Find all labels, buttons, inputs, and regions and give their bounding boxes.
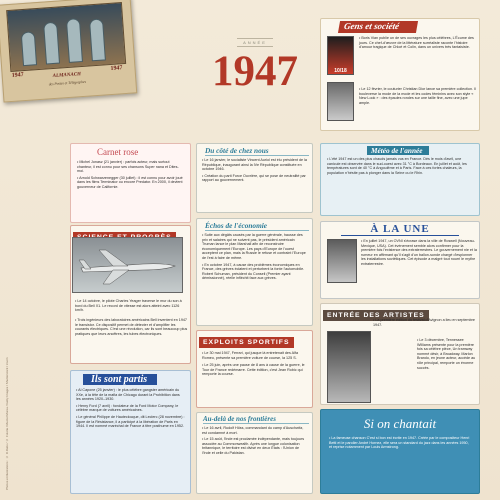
church-window-image (6, 2, 126, 72)
exploits-item-1: • Le 30 mai 1947, Ferrari, qui jusque là entretenait des Alfa Romeo, présente sa première voiture de course, la 125 S. (202, 351, 298, 360)
calendar-subtitle: des Postes et Télégraphes (48, 79, 87, 87)
chantait-section (320, 409, 480, 494)
exploits-item-2: • Le 25 juin, après une pause de 8 ans à cause de la guerre, le Tour de France redémarre. Cette édition, c'est Jean Robic qui remporte la course. (202, 363, 305, 377)
calendar-title: ALMANACH (52, 72, 82, 80)
gens-item-1: • Boris Vian publie un de ses ouvrages les plus célèbres, L'Écume des jours. Ce chef-d'œuvre de la littérature surréaliste raconte l'histoire d'amour tragique de Chloé et Colin, dans un univers très fantaisiste. (359, 36, 474, 50)
cote-item-2: • Création du parti Force Ouvrière, qui se pose de neutralité par rapport au gouvernement. (202, 173, 306, 183)
carnet-section (70, 143, 191, 223)
partis-item-3: • Le général Philippe de Hauteclocque, dit Leclerc (28 novembre) : figure de la Résistance, il a participé à la libération de Paris en 1944. Il est nommé maréchal de France à titre posthume en 1952. (76, 414, 185, 429)
almanac-calendar-image (0, 0, 137, 103)
carnet-item-2: • Arnold Schwarzenegger (30 juillet) : il est connu pour avoir joué dans les films Terminator ou encore Predator. En 2000, il devient gouverneur de Californie. (77, 175, 183, 189)
meteo-title: Météo de l'année (367, 146, 429, 155)
une-section (320, 221, 480, 299)
chantait-title: Si on chantait (363, 416, 437, 431)
echos-item-1: • Suite aux dégâts causés par la guerre générale, hausse des prix et salaires qui ne suivent pas, le président américain Truman lance le plan Marshall afin de reconstruire économiquement l'Europe. Les pays d'Europe de l'ouest acceptent ce plan, mais la Russie le refuse et contraint l'Europe de l'est à faire de même. (202, 233, 306, 260)
calendar-year-left: 1947 (11, 72, 24, 79)
carnet-item-1: • Michel Jonasz (21 janvier) : parfois acteur, mais surtout chanteur, il est connu pour ses chansons Super nana et Dites-moi. (77, 160, 179, 174)
frontieres-section (196, 412, 313, 494)
partis-item-1: • Al Capone (25 janvier) : le plus célèbre gangster américain du XXe, à la tête de la mafia de Chicago durant la Prohibition dans les années 1920–1930. (76, 388, 180, 402)
gens-section (320, 18, 480, 131)
book-cover-image (327, 36, 354, 75)
sciences-item-1: • Le 14 octobre, le pilote Charles Yeager traverse le mur du son à bord du Bell X1. Le record de vitesse est alors atteint avec 1126 km/h. (75, 299, 182, 313)
sciences-item-2: • Trois ingénieurs des laboratoires américains Bell inventent en 1947 le transistor. Ce dispositif permet de détecter et d'amplifier les courants électriques. C'est une révolution, car ils sont beaucoup plus pratiques que leurs ancêtres, les tubes électroniques. (75, 318, 188, 336)
echos-item-2: • En octobre 1947, à cause des problèmes économiques en France, des grèves éclatent et perturbent la fonte l'automobile. Robert Schuman, président du Conseil (Premier ayant démissionné), réelle infléchit face aux grèves. (202, 262, 305, 281)
photo-credits: Photos et illustrations : © D.Dalio / © Fotolia / Marcel Morea / Getty Images / Shutterstock / Zoom (5, 357, 9, 490)
echos-title: Échos de l'économie (205, 221, 309, 231)
cote-item-1: • Le 16 janvier, le socialiste Vincent Auriol est élu président de la République, inaugurant ainsi la IVe République constituée en octobre 1946. (202, 158, 307, 172)
une-text: • En juillet 1947, un OVNI s'écrase dans la ville de Roswell (Nouveau-Mexique, USA). Cet événement semble alors confirmer pour la première fois l'existence des extraterrestres. Le gouvernement nie et la rumeur en affirmant qu'il s'agit d'un ballon-sonde chargé d'espionner les installations soviétiques. Cet épisode a malgré tout nourri le mythe extraterrestre. (361, 239, 477, 266)
meteo-text: • L'été 1947 est un des plus chauds jamais vus en France. Dès le mois d'avril, une canicule est observée dans le sud-ouest avec 31 °C à Bordeaux. En juillet et août, les températures sont de 40 °C à Angoulême et à Paris. Face à ces fortes chaleurs, la population n'hésite pas à plonger dans la Seine ou le Rhin. (327, 157, 467, 175)
cote-section (196, 143, 313, 213)
cote-title: Du côté de chez nous (205, 146, 309, 156)
page-title: 1947 (212, 48, 298, 95)
bell-x1-plane-image (72, 237, 183, 293)
partis-section (70, 370, 191, 494)
marlon-brando-image (327, 331, 371, 403)
calendar-year-right: 1947 (110, 65, 123, 73)
exploits-title: EXPLOITS SPORTIFS (199, 337, 294, 348)
echos-section (196, 218, 313, 326)
chantait-text: • La fameuse chanson C'est si bon est écrite en 1947. Créée par le compositeur Henri Betti et le parolier André Hornez, elle sera un standard du jazz dans les années 1950, et reprise notamment par Louis Armstrong. (329, 436, 470, 450)
book-cover-label: 10/18 (334, 68, 347, 74)
dior-dress-image (327, 82, 354, 121)
artistes-section (320, 303, 480, 405)
partis-item-2: • Henry Ford (7 avril) : fondateur de la Ford Motor Company, le célèbre marque de voitures américaines. (76, 403, 179, 413)
meteo-section (320, 143, 480, 216)
year-block (210, 31, 300, 101)
frontieres-item-1: • Le 16 avril, Rudolf Höss, commandant du camp d'Auschwitz, est condamné à mort. (202, 426, 304, 435)
plane-icon (73, 238, 182, 292)
annee-label: ANNÉE (237, 38, 273, 47)
gens-item-2: • Le 12 février, le couturier Christian Dior lance sa première collection. Il bouleverse la mode de la mode et les codes féminins avec son style « New Look » : des épaules rondes sur une taille fine, avec une jupe ample. (359, 87, 476, 105)
carnet-title: Carnet rose (97, 147, 139, 157)
artistes-item-1: • La première édition du festival d'Avignon a lieu en septembre 1947. (373, 318, 475, 327)
une-title: À LA UNE (341, 223, 459, 236)
frontieres-item-2: • Le 15 août, l'Inde est proclamée indépendante, mais toujours associée au Commonwealth. Après une longue colonisation britannique, le territoire est divisé en deux États : l'Union de l'Inde et celle du Pakistan. (202, 437, 305, 455)
artistes-title: ENTRÉE DES ARTISTES (323, 310, 429, 321)
gens-title: Gens et société (338, 21, 418, 33)
roswell-news-image (327, 239, 357, 283)
frontieres-title: Au-delà de nos frontières (203, 415, 309, 424)
exploits-section (196, 330, 313, 408)
partis-title: Ils sont partis (83, 374, 157, 385)
artistes-item-2: • Le 3 décembre, Tennessee Williams présente pour la première fois sa célèbre pièce, Un tramway nommé désir, à Broadway. Marlon Brando, en jeune acteur, accède au rôle principal, remporte un énorme succès. (417, 338, 476, 370)
